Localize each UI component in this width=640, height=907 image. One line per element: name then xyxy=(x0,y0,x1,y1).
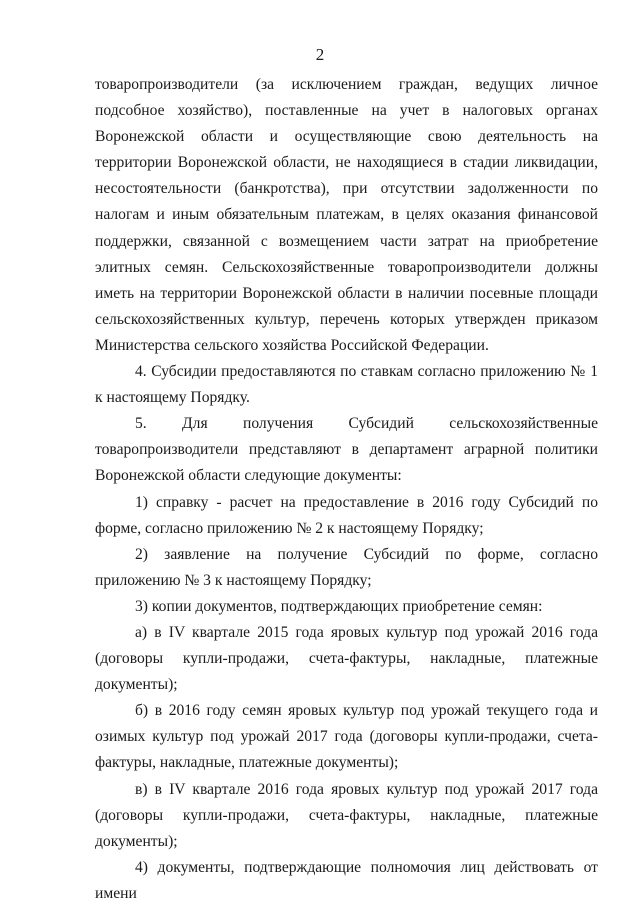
paragraph-continuation: товаропроизводители (за исключением граждан, ведущих личное подсобное хозяйство), поставленные на учет в налоговых органах Воронежской области и осуществляющие свою деятельность на территории Воронежской области, не находящиеся в стадии ликвидации, несостоятельности (банкротства), при отсутствии задолженности по налогам и иным обязательным платежам, в целях оказания финансовой поддержки, связанной с возмещением части затрат на приобретение элитных семян. Сельскохозяйственные товаропроизводители должны иметь на территории Воронежской области в наличии посевные площади сельскохозяйственных культур, перечень которых утвержден приказом Министерства сельского хозяйства Российской Федерации. xyxy=(95,76,598,354)
sub-item-b: б) в 2016 году семян яровых культур под урожай текущего года и озимых культур под урожай 2017 года (договоры купли-продажи, счета-фактуры, накладные, платежные документы); xyxy=(95,702,598,772)
list-item-1: 1) справку - расчет на предоставление в 2016 году Субсидий по форме, согласно приложению № 2 к настоящему Порядку; xyxy=(95,493,598,537)
document-body xyxy=(95,72,598,907)
page-number: 2 xyxy=(315,45,325,64)
list-item-3: 3) копии документов, подтверждающих приобретение семян: xyxy=(135,597,543,615)
paragraph-item-5: 5. Для получения Субсидий сельскохозяйственные товаропроизводители представляют в департамент аграрной политики Воронежской области следующие документы: xyxy=(95,415,598,485)
sub-item-v: в) в IV квартале 2016 года яровых культур под урожай 2017 года (договоры купли-продажи, счета-фактуры, накладные, платежные документы); xyxy=(95,780,598,850)
list-item-4: 4) документы, подтверждающие полномочия лиц действовать от имени xyxy=(95,858,598,902)
list-item-2: 2) заявление на получение Субсидий по форме, согласно приложению № 3 к настоящему Порядку; xyxy=(95,545,598,589)
sub-item-a: а) в IV квартале 2015 года яровых культур под урожай 2016 года (договоры купли-продажи, счета-фактуры, накладные, платежные документы); xyxy=(95,623,598,694)
paragraph-item-4: 4. Субсидии предоставляются по ставкам согласно приложению № 1 к настоящему Порядку. xyxy=(95,363,598,407)
